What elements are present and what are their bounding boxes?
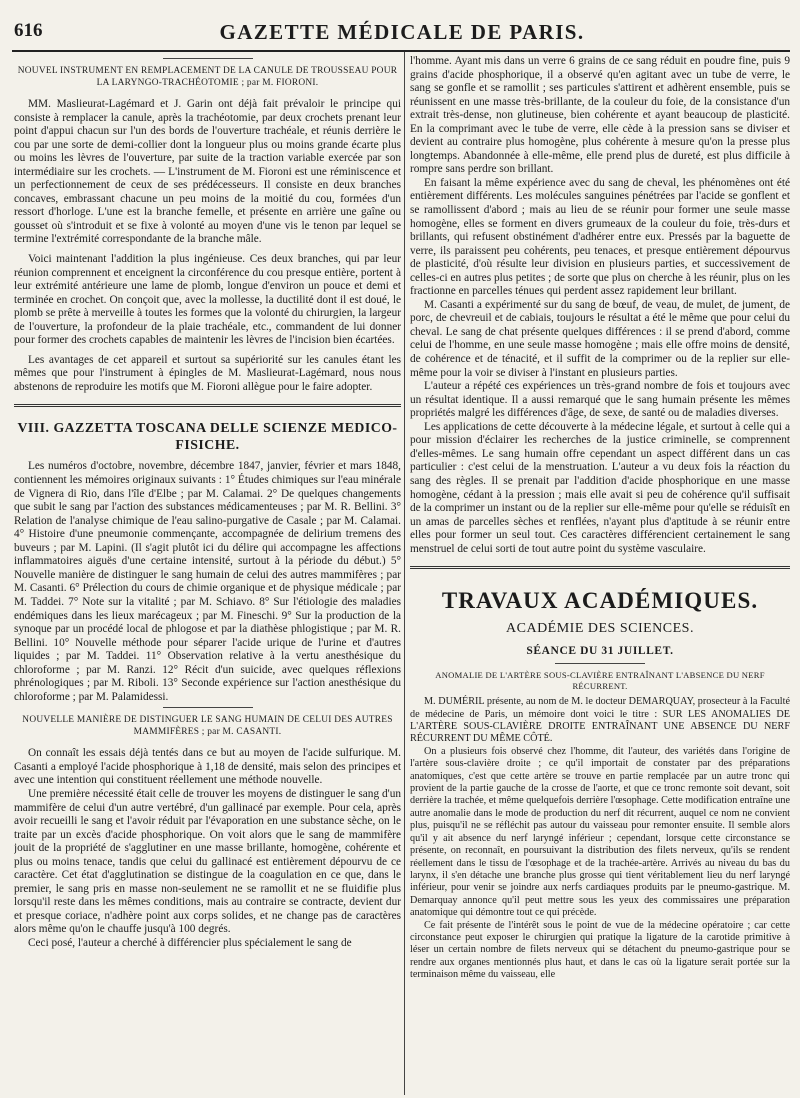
gazzetta-section-title: VIII. GAZZETTA TOSCANA DELLE SCIENZE MEDICO-FISICHE. — [17, 420, 398, 453]
page-header — [14, 20, 790, 48]
casanti-paragraph-5: En faisant la même expérience avec du sang de cheval, les phénomènes ont été entièrement différents. Les molécules sanguines pénétrées par l'acide se gonflent et se ramollissent d'abord ; mais au lieu de se réunir pour former une seule masse homogène, elles se forment en divers grumeaux de la couleur du foie, très-durs et brillants, qui refusent obstinément d'adhérer entre eux. Pressés par la baguette de verre, ils paraissent peu cohérents, peu tenaces, et presque entièrement dépourvus de plasticité, d'où résulte leur division en plusieurs parties, et successivement de celles-ci en autres plus petites ; de sorte que plus on cherche à les réunir, plus on les fractionne en parcelles ténues qui perdent assez rapidement leur brillant. — [410, 176, 790, 298]
academy-paragraph-1: M. DUMÉRIL présente, au nom de M. le docteur DEMARQUAY, prosecteur à la Faculté de médecine de Paris, un mémoire dont voici le titre : SUR LES ANOMALIES DE L'ARTÈRE SOUS-CLAVIÈRE DROITE ENTRAÎNANT UNE ABSENCE DU NERF RÉCURRENT DU MÊME CÔTÉ. — [410, 696, 790, 745]
page-number: 616 — [14, 20, 43, 41]
academy-paragraph-2: On a plusieurs fois observé chez l'homme, dit l'auteur, des variétés dans l'origine de l'artère sous-clavière droite ; ce qu'il importait de constater par des préparations anatomiques, c'est que cette artère se trouve en partie remplacée par un autre tronc qui provient de la partie gauche de la crosse de l'aorte, et que ce tronc remonte soit devant, soit derrière la trachée, et même quelquefois derrière l'œsophage. Cette modification entraîne une autre anomalie dans le mode de production du nerf dit récurrent, auquel ce nom ne convient plus, puisqu'il ne se réfléchit pas autour du vaisseau pour remonter ensuite. Il semble alors qu'il y ait absence du nerf laryngé inférieur ; cependant, lorsque cette circonstance se présente, on reconnaît, en poursuivant la distribution des filets nerveux, qu'ils se rendent réellement dans le tissu de l'œsophage et de la trachée-artère. Arrivés au niveau du bas du larynx, il s'en détache une branche plus grosse qui tient véritablement lieu du nerf laryngé inférieur, pour venir se joindre aux nerfs cardiaques produits par le pneumo-gastrique. M. Demarquay annonce qu'il peut mettre sous les yeux des commissaires une préparation anatomique qui démontre tout ce qui précède. — [410, 745, 790, 919]
casanti-paragraph-4: l'homme. Ayant mis dans un verre 6 grains de ce sang réduit en poudre fine, puis 9 grains d'acide phosphorique, il a observé qu'en agitant avec un tube de verre, le sang se gonfle et se ramollit ; ses particules s'attirent et adhèrent ensemble, puis se réunissent en une masse très-brillante, de la couleur du foie, de la consistance d'un extrait très-dense, non glutineuse, bien cohérente et ayant beaucoup de plasticité. En la comprimant avec le tube de verre, elle cède à la pression sans se diviser et devient au contraire plus homogène, plus cohérente à mesure qu'on la presse plus longtemps. Abandonnée à elle-même, elle prend plus de dureté, est plus difficile à rompre sans perdre son brillant. — [410, 55, 790, 176]
header-rule — [12, 50, 790, 52]
casanti-paragraph-3: Ceci posé, l'auteur a cherché à différencier plus spécialement le sang de — [28, 936, 352, 949]
section-rule — [163, 58, 253, 59]
academy-title: ACADÉMIE DES SCIENCES. — [506, 621, 694, 637]
casanti-paragraph-2: Une première nécessité était celle de trouver les moyens de distinguer le sang d'un mammifère de celui d'un autre vertébré, d'un gallinacé par exemple. Pour cela, après avoir recueilli le sang et l'avoir réduit par l'évaporation en une substance sèche, on le traite par un excès d'acide phosphorique. On voit alors que le sang de mammifère jouit de la propriété de s'agglutiner en une masse brillante, homogène, cohérente et plus ou moins tenace, tandis que celui du gallinacé est entièrement dépourvu de ce caractère. Cet état d'agglutination se distingue de la coagulation en ce que, dans le premier, le sang pris en masse non-seulement ne se ramollit et ne se fluidifie plus lorsqu'il reste dans les mêmes conditions, mais au contraire se contracte, devient dur et presque coriace, n'adhère point aux corps solides, et ne change pas de caractères alors même qu'on le chauffe jusqu'à 100 degrés. — [14, 787, 401, 936]
casanti-article-title: NOUVELLE MANIÈRE DE DISTINGUER LE SANG HUMAIN DE CELUI DES AUTRES MAMMIFÈRES ; par M. CASANTI. — [22, 715, 393, 738]
gazzetta-paragraph: Les numéros d'octobre, novembre, décembre 1847, janvier, février et mars 1848, contiennent les mémoires originaux suivants : 1° Études chimiques sur l'eau minérale de Vignera di Rio, dans l'île d'Elbe ; par M. Calamai. 2° De quelques changements que subit le sang par l'action des substances médicamenteuses ; par M. R. Bellini. 3° Relation de l'analyse chimique de l'eau salino-purgative de Casale ; par M. Calamai. 4° Histoire d'une pneumonie commençante, accompagnée de delirium tremens des buveurs ; par M. Lapini. (Il s'agit plutôt ici du délire qui accompagne les affections inflammatoires aiguës d'une certaine intensité, surtout à la période du début.) 5° Nouvelle manière de distinguer le sang humain de celui des autres mammifères ; par M. Casanti. 6° Prélection du cours de chimie organique et de physique médicale ; par M. Taddei. 7° Note sur la vitalité ; par M. Schiavo. 8° Sur l'étiologie des maladies endémiques dans les lieux marécageux ; par M. Fineschi. 9° Sur la production de la synoque par un procédé local de phlogose et par la diathèse phlogistique ; par M. R. Bellini. 10° Nouvelle méthode pour séparer l'acide urique de l'urine et d'autres liquides ; par M. Taddei. 11° Observation relative à la vertu anesthésique du chloroforme ; par M. Ranzi. 12° Récit d'un suicide, avec quelques réflexions phrénologiques ; par M. Riboli. 13° Seconde expérience sur l'action anesthésique du chloroforme ; par M. Palamidessi. — [14, 460, 401, 703]
casanti-paragraph-1: On connaît les essais déjà tentés dans ce but au moyen de l'acide sulfurique. M. Casanti a employé l'acide phosphorique à 1,18 de densité, mais selon des principes et avec une intention qui constituent réellement une méthode nouvelle. — [14, 747, 401, 787]
fioroni-paragraph-1: MM. Maslieurat-Lagémard et J. Garin ont déjà fait prévaloir le principe qui consiste à remplacer la canule, après la trachéotomie, par deux crochets prenant leur point d'appui chacun sur l'un des bords de l'ouverture trachéale, et réunis derrière le cou par une sorte de demi-collier dont la longueur plus ou moins grande écarte plus ou moins les lèvres de l'ouverture, par suite de la traction variable exercée par son intermédiaire sur les crochets. — L'instrument de M. Fioroni est une réminiscence et un perfectionnement de ceux de ses prédécesseurs. Il consiste en deux branches concaves, embrassant chacune un peu moins de la moitié du cou, formées d'un ressort d'horloge. L'une est la branche femelle, et présente en arrière une gaîne ou gousset où s'introduit et se fixe à volonté au moyen d'une vis le tenon par lequel se termine l'extrémité correspondante de la branche mâle. — [14, 98, 401, 246]
section-rule — [163, 707, 253, 708]
fioroni-paragraph-2: Voici maintenant l'addition la plus ingénieuse. Ces deux branches, qui par leur réunion comprennent et enceignent la circonférence du cou presque entière, portent à leur extrémité antérieure une lame de plomb, longue d'environ un pouce et demi et terminée en crochet. On conçoit que, avec la mollesse, la ductilité dont il est doué, le plomb se prête à merveille à toutes les formes que la volonté du chirurgien, la largeur de l'ouverture, la profondeur de la plaie trachéale, etc., commandent de lui donner pour former des crochets capables de maintenir les lèvres de l'incision bien écartées. — [14, 253, 401, 347]
right-column — [410, 55, 790, 1095]
seance-date: SÉANCE DU 31 JUILLET. — [526, 645, 674, 658]
academy-paragraph-3: Ce fait présente de l'intérêt sous le point de vue de la médecine opératoire ; car cette circonstance peut exposer le chirurgien qui pratique la ligature de la carotide primitive à léser un certain nombre de filets nerveux qui se détachent du pneumo-gastrique pour se rendre aux organes mentionnés plus haut, et dans le cas où la ligature serait portée sur la terminaison même du vaisseau, elle — [410, 919, 790, 981]
fioroni-article-title: NOUVEL INSTRUMENT EN REMPLACEMENT DE LA CANULE DE TROUSSEAU POUR LA LARYNGO-TRACHÉOTOMIE ; par M. FIORONI. — [17, 66, 398, 88]
section-double-rule — [410, 566, 790, 569]
anomaly-title: ANOMALIE DE L'ARTÈRE SOUS-CLAVIÈRE ENTRAÎNANT L'ABSENCE DU NERF RÉCURRENT. — [435, 670, 765, 692]
fioroni-paragraph-3: Les avantages de cet appareil et surtout sa supériorité sur les canules étant les mêmes que pour l'instrument à épingles de M. Maslieurat-Lagémard, nous nous abstenons de reproduire les motifs que M. Fioroni allègue pour le faire adopter. — [14, 353, 401, 393]
left-column — [14, 55, 401, 1095]
casanti-paragraph-7: L'auteur a répété ces expériences un très-grand nombre de fois et toujours avec un résultat identique. Il a aussi remarqué que le sang humain présente les mêmes propriétés malgré les différences d'âge, de sexe, de santé ou de maladies diverses. — [410, 380, 790, 420]
section-rule — [555, 663, 645, 664]
section-double-rule — [14, 404, 401, 407]
travaux-title: TRAVAUX ACADÉMIQUES. — [441, 588, 759, 614]
column-divider — [404, 52, 405, 1095]
casanti-paragraph-6: M. Casanti a expérimenté sur du sang de bœuf, de veau, de mulet, de jument, de porc, de chevreuil et de cabiais, toujours le résultat a été le même que pour celui du cheval. Le sang de chat présente quelques différences : il se prend d'abord, comme celui de l'homme, en une seule masse homogène ; mais elle offre moins de densité, de cohérence et de ténacité, et il suffit de la comprimer ou de la replier sur elle-même pour la voir se diviser à l'instant en plusieurs parties. — [410, 298, 790, 379]
casanti-paragraph-8: Les applications de cette découverte à la médecine légale, et surtout à celle qui a pour mission d'éclairer les recherches de la justice criminelle, se comprennent d'elles-mêmes. Le sang humain offre cependant un aspect différent dans un cas particulier : c'est celui de la menstruation. L'auteur a vu deux fois la réaction du sang des règles. Il se prenait par l'addition d'acide phosphorique en une masse homogène, cédant à la pression ; mais elle avait si peu de cohérence qu'il suffisait de la comprimer un instant ou de la replier sur elle-même pour qu'elle se réduisît en un amas de parcelles sèches et renflées, n'ayant plus d'aptitude à se réunir entre elles pour former un seul tout. Ces caractères différencient certainement le sang menstruel de celui sorti de tout autre point du système vasculaire. — [410, 420, 790, 555]
running-title: GAZETTE MÉDICALE DE PARIS. — [219, 20, 585, 44]
